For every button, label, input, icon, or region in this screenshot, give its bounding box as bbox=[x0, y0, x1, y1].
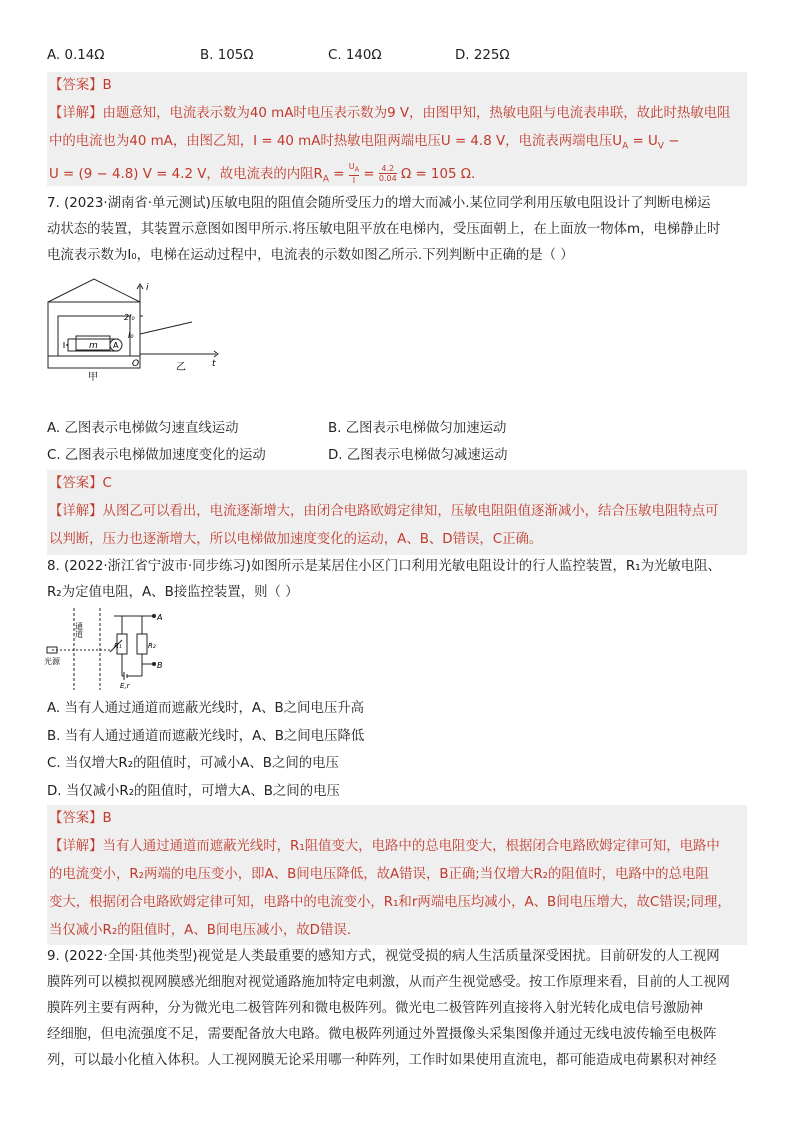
q8-stem-line1: 8. (2022·浙江省宁波市·同步练习)如图所示是某居住小区门口利用光敏电阻设计的行人监控装置，R₁为光敏电阻、 bbox=[47, 559, 721, 574]
q7-option-b: B. 乙图表示电梯做匀加速运动 bbox=[328, 421, 507, 436]
q6-option-c: C. 140Ω bbox=[328, 48, 382, 63]
q7-figure bbox=[44, 276, 234, 386]
fig2-label: 乙 bbox=[176, 362, 186, 373]
q8-option-d: D. 当仅减小R₂的阻值时，可增大A、B之间的电压 bbox=[47, 784, 340, 799]
elevator-diagram bbox=[48, 279, 140, 368]
light-source-label: 光源 bbox=[44, 657, 60, 666]
q9-stem-line1: 9. (2022·全国·其他类型)视觉是人类最重要的感知方式，视觉受损的病人生活质量深受困扰。目前研发的人工视网 bbox=[47, 949, 720, 964]
q8-option-c: C. 当仅增大R₂的阻值时，可减小A、B之间的电压 bbox=[47, 756, 339, 771]
q7-stem-line3: 电流表示数为I₀，电梯在运动过程中，电流表的示数如图乙所示.下列判断中正确的是（ ） bbox=[47, 248, 574, 263]
current-graph bbox=[137, 284, 218, 357]
axis-i-label: i bbox=[146, 283, 149, 293]
q7-detail-line1: 【详解】从图乙可以看出，电流逐渐增大，由闭合电路欧姆定律知，压敏电阻阻值逐渐减小，结合压敏电阻特点可 bbox=[49, 504, 719, 519]
r1-label: R₁ bbox=[114, 642, 122, 650]
q9-stem-line3: 膜阵列主要有两种，分为微光电二极管阵列和微电极阵列。微光电二极管阵列直接将入射光转化成电信号激励神 bbox=[47, 1001, 704, 1016]
ammeter-label: A bbox=[113, 341, 119, 350]
q6-answer-block bbox=[47, 72, 747, 186]
q7-answer-block bbox=[47, 470, 747, 555]
q8-detail-line3: 变大，根据闭合电路欧姆定律可知，电路中的电流变小，R₁和r两端电压均减小，A、B间电压增大，故C错误;同理， bbox=[49, 895, 731, 910]
q6-option-d: D. 225Ω bbox=[455, 48, 510, 63]
q7-option-a: A. 乙图表示电梯做匀速直线运动 bbox=[47, 421, 239, 436]
monitor-circuit bbox=[47, 608, 156, 690]
q7-option-c: C. 乙图表示电梯做加速度变化的运动 bbox=[47, 448, 266, 463]
q9-stem-line4: 经细胞，但电流强度不足，需要配备放大电路。微电极阵列通过外置摄像头采集图像并通过无线电波传输至电极阵 bbox=[47, 1027, 717, 1042]
q8-detail-line1: 【详解】当有人通过通道而遮蔽光线时，R₁阻值变大，电路中的总电阻变大，根据闭合电路欧姆定律可知，电路中 bbox=[49, 839, 720, 854]
q8-stem-line2: R₂为定值电阻，A、B接监控装置，则（ ） bbox=[47, 585, 299, 600]
q8-detail-line4: 当仅减小R₂的阻值时，A、B间电压减小，故D错误. bbox=[49, 923, 352, 938]
mass-label: m bbox=[89, 341, 98, 351]
axis-t-label: t bbox=[212, 359, 216, 369]
channel-label: 通道 bbox=[74, 622, 84, 638]
fig1-label: 甲 bbox=[88, 372, 98, 383]
terminal-a-label: A bbox=[157, 613, 163, 622]
q7-stem-line1: 7. (2023·湖南省·单元测试)压敏电阻的阻值会随所受压力的增大而减小.某位同学利用压敏电阻设计了判断电梯运 bbox=[47, 196, 711, 211]
q6-detail-line1: 【详解】由题意知，电流表示数为40 mA时电压表示数为9 V，由图甲知，热敏电阻与电流表串联，故此时热敏电阻 bbox=[49, 106, 731, 121]
two-i0-label: 2I₀ bbox=[124, 313, 135, 322]
q6-detail-line2: 中的电流也为40 mA，由图乙知，I = 40 mA时热敏电阻两端电压U = 4.8 V，电流表两端电压$U_A = U_V$ − bbox=[49, 134, 680, 152]
q8-option-a: A. 当有人通过通道而遮蔽光线时，A、B之间电压升高 bbox=[47, 701, 364, 716]
q9-stem-line2: 膜阵列可以模拟视网膜感光细胞对视觉通路施加特定电刺激，从而产生视觉感受。按工作原理来看，目前的人工视网 bbox=[47, 975, 730, 990]
q6-answer: 【答案】B bbox=[49, 78, 112, 93]
q7-stem-line2: 动状态的装置，其装置示意图如图甲所示.将压敏电阻平放在电梯内，受压面朝上，在上面放一物体m，电梯静止时 bbox=[47, 222, 721, 237]
terminal-b-label: B bbox=[157, 661, 163, 670]
q6-detail-line3: U = (9 − 4.8) V = 4.2 V，故电流表的内阻$R_A$ = $\frac{U_A}{I}$ = $\frac{4.2}{0.04}$ Ω = 105 Ω. bbox=[49, 162, 476, 185]
q8-figure bbox=[44, 606, 174, 690]
q8-detail-line2: 的电流变小，R₂两端的电压变小，即A、B间电压降低，故A错误，B正确;当仅增大R₂的阻值时，电路中的总电阻 bbox=[49, 867, 709, 882]
q9-stem-line5: 列，可以最小化植入体积。人工视网膜无论采用哪一种阵列，工作时如果使用直流电，都可能造成电荷累积对神经 bbox=[47, 1053, 717, 1068]
q7-detail-line2: 以判断，压力也逐渐增大，所以电梯做加速度变化的运动，A、B、D错误，C正确。 bbox=[49, 532, 543, 547]
i0-label: I₀ bbox=[128, 331, 134, 340]
q8-answer-block bbox=[47, 805, 747, 945]
q7-option-d: D. 乙图表示电梯做匀减速运动 bbox=[328, 448, 508, 463]
r2-label: R₂ bbox=[148, 642, 156, 650]
q7-answer: 【答案】C bbox=[49, 476, 112, 491]
source-er-label: E,r bbox=[120, 682, 130, 690]
q8-option-b: B. 当有人通过通道而遮蔽光线时，A、B之间电压降低 bbox=[47, 729, 365, 744]
origin-label: O bbox=[132, 359, 140, 369]
q6-option-b: B. 105Ω bbox=[200, 48, 254, 63]
q6-option-a: A. 0.14Ω bbox=[47, 48, 105, 63]
q8-answer: 【答案】B bbox=[49, 811, 112, 826]
